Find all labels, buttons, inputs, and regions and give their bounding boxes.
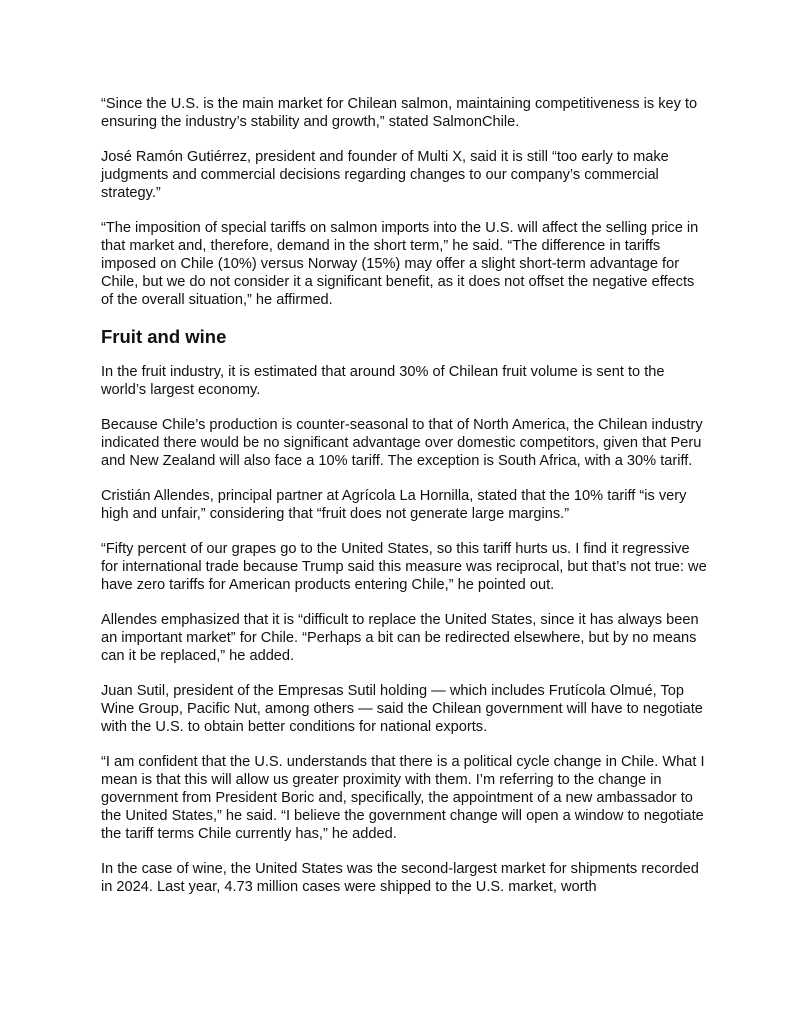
- paragraph-allendes-statement: Cristián Allendes, principal partner at Agrícola La Hornilla, stated that the 10% tariff “is very high and unfair,” considering that “fruit does not generate large margins.”: [101, 488, 687, 522]
- section-heading: Fruit and wine: [101, 326, 227, 347]
- paragraph-replace-market: Allendes emphasized that it is “difficult to replace the United States, since it has always been an important market” for Chile. “Perhaps a bit can be redirected elsewhere, but by no means can it be replaced,” he added.: [101, 612, 699, 664]
- paragraph-sutil-intro: Juan Sutil, president of the Empresas Sutil holding — which includes Frutícola Olmué, Top Wine Group, Pacific Nut, among others — said the Chilean government will have to negotiate with the U.S. to obtain better conditions for national exports.: [101, 683, 703, 735]
- paragraph-counter-seasonal: Because Chile’s production is counter-seasonal to that of North America, the Chilean industry indicated there would be no significant advantage over domestic competitors, given that Peru and New Zealand will also face a 10% tariff. The exception is South Africa, with a 30% tariff.: [101, 417, 703, 469]
- paragraph-tariff-impact: “The imposition of special tariffs on salmon imports into the U.S. will affect the selling price in that market and, therefore, demand in the short term,” he said. “The difference in tariffs imposed on Chile (10%) versus Norway (15%) may offer a slight short-term advantage for Chile, but we do not consider it a significant benefit, as it does not offset the negative effects of the overall situation,” he affirmed.: [101, 220, 699, 308]
- paragraph-wine-market: In the case of wine, the United States was the second-largest market for shipments recorded in 2024. Last year, 4.73 million cases were shipped to the U.S. market, worth: [101, 861, 699, 895]
- paragraph-fruit-volume: In the fruit industry, it is estimated that around 30% of Chilean fruit volume is sent to the world’s largest economy.: [101, 364, 665, 398]
- paragraph-salmonchile-quote: “Since the U.S. is the main market for Chilean salmon, maintaining competitiveness is key to ensuring the industry’s stability and growth,” stated SalmonChile.: [101, 96, 698, 130]
- paragraph-sutil-quote: “I am confident that the U.S. understands that there is a political cycle change in Chile. What I mean is that this will allow us greater proximity with them. I’m referring to the change in government from President Boric and, specifically, the appointment of a new ambassador to the United States,” he said. “I believe the government change will open a window to negotiate the tariff terms Chile currently has,” he added.: [101, 754, 705, 842]
- document-page: [101, 95, 707, 913]
- paragraph-gutierrez-intro: José Ramón Gutiérrez, president and founder of Multi X, said it is still “too early to make judgments and commercial decisions regarding changes to our company’s commercial strategy.”: [101, 149, 669, 201]
- paragraph-grapes-quote: “Fifty percent of our grapes go to the United States, so this tariff hurts us. I find it regressive for international trade because Trump said this measure was reciprocal, but that’s not true: we have zero tariffs for American products entering Chile,” he pointed out.: [101, 541, 707, 593]
